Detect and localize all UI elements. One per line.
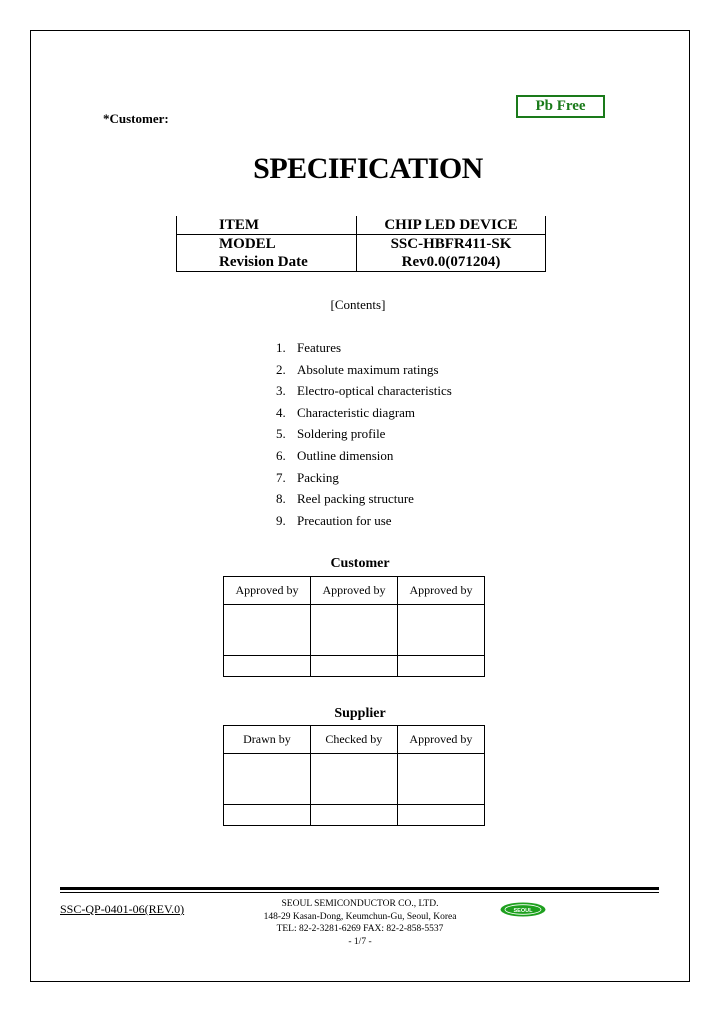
- approval-header: Drawn by: [224, 726, 311, 754]
- item-number: 8.: [276, 491, 286, 507]
- item-number: 6.: [276, 447, 286, 463]
- signature-cell: [310, 754, 397, 805]
- info-value: CHIP LED DEVICE: [357, 216, 546, 235]
- item-label: Reel packing structure: [297, 491, 414, 507]
- contents-heading: [Contents]: [330, 297, 386, 312]
- supplier-approval-title: Supplier: [334, 706, 386, 721]
- info-key: Revision Date: [177, 253, 357, 272]
- approval-header: Approved by: [224, 577, 311, 605]
- date-cell: [310, 805, 397, 826]
- list-item: [276, 469, 452, 491]
- list-item: [276, 382, 452, 404]
- item-label: Features: [297, 340, 342, 355]
- item-number: 4.: [276, 404, 286, 420]
- date-cell: [224, 656, 311, 677]
- footer-divider: [60, 887, 659, 890]
- pb-free-badge: Pb Free: [516, 95, 605, 118]
- signature-cell: [398, 605, 485, 656]
- item-label: Characteristic diagram: [297, 404, 416, 420]
- item-number: 5.: [276, 426, 286, 442]
- item-label: Absolute maximum ratings: [297, 361, 439, 377]
- approval-header: Approved by: [397, 726, 484, 754]
- list-item: [276, 490, 452, 512]
- customer-label: *Customer:: [103, 111, 169, 126]
- customer-approval-title: Customer: [330, 556, 390, 571]
- item-number: 7.: [276, 469, 286, 485]
- date-cell: [311, 656, 398, 677]
- page-number: - 1/7 -: [348, 936, 372, 947]
- info-key: MODEL: [177, 235, 357, 254]
- document-code: SSC-QP-0401-06(REV.0): [60, 902, 185, 916]
- company-info: [0, 898, 720, 948]
- item-label: Electro-optical characteristics: [297, 383, 452, 399]
- info-key: ITEM: [177, 216, 357, 235]
- list-item: [276, 512, 452, 534]
- item-label: Soldering profile: [297, 426, 386, 442]
- signature-cell: [311, 605, 398, 656]
- logo-text: SEOUL: [513, 907, 533, 914]
- info-row-revision: [177, 253, 546, 272]
- item-label: Outline dimension: [297, 447, 394, 463]
- info-value: Rev0.0(071204): [357, 253, 546, 272]
- footer-divider-thin: [60, 892, 659, 893]
- signature-cell: [224, 605, 311, 656]
- signature-cell: [224, 754, 311, 805]
- info-row-item: [177, 216, 546, 235]
- item-number: 1.: [276, 340, 286, 355]
- info-row-model: [177, 235, 546, 254]
- approval-header: Approved by: [398, 577, 485, 605]
- date-cell: [224, 805, 311, 826]
- approval-header: Approved by: [311, 577, 398, 605]
- item-number: 2.: [276, 361, 286, 377]
- supplier-approval-table: [223, 725, 485, 826]
- info-value: SSC-HBFR411-SK: [357, 235, 546, 254]
- date-cell: [398, 656, 485, 677]
- company-address: 148-29 Kasan-Dong, Keumchun-Gu, Seoul, Korea: [263, 911, 457, 922]
- list-item: [276, 447, 452, 469]
- company-logo: [500, 902, 546, 917]
- item-number: 9.: [276, 512, 286, 528]
- item-number: 3.: [276, 383, 286, 399]
- company-contact: TEL: 82-2-3281-6269 FAX: 82-2-858-5537: [276, 924, 444, 934]
- date-cell: [397, 805, 484, 826]
- item-label: Packing: [297, 469, 339, 485]
- list-item: [276, 425, 452, 447]
- contents-list: [276, 339, 452, 533]
- info-table: [176, 216, 546, 272]
- customer-approval-table: [223, 576, 485, 677]
- list-item: [276, 404, 452, 426]
- approval-header: Checked by: [310, 726, 397, 754]
- item-label: Precaution for use: [297, 512, 392, 528]
- list-item: [276, 361, 452, 383]
- page-title: SPECIFICATION: [253, 152, 483, 185]
- signature-cell: [397, 754, 484, 805]
- company-name: SEOUL SEMICONDUCTOR CO., LTD.: [281, 899, 439, 909]
- list-item: [276, 339, 452, 361]
